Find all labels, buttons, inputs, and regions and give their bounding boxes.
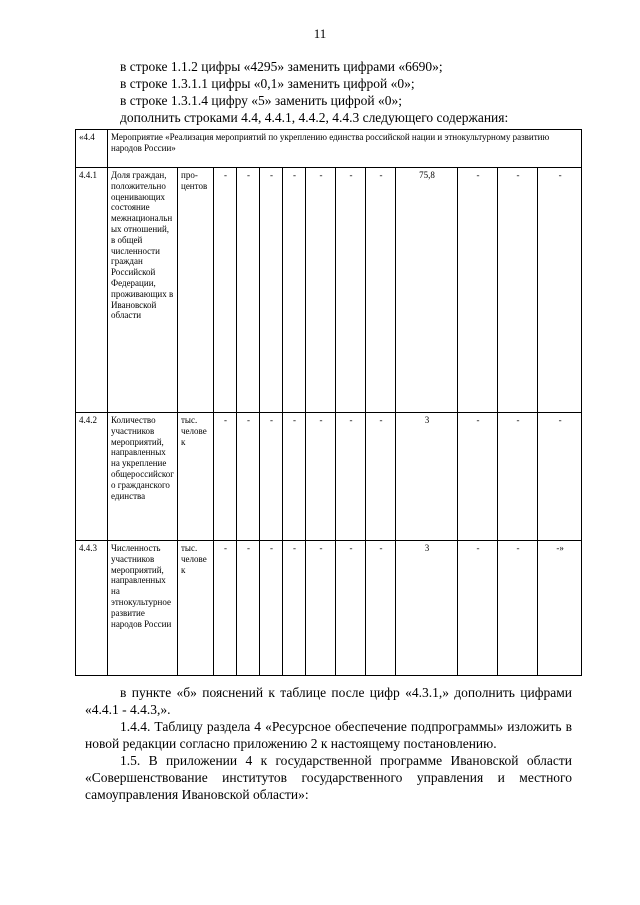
row-id-cell: 4.4.1 bbox=[76, 168, 108, 413]
row-value-cell: - bbox=[458, 168, 498, 413]
row-id-cell: 4.4.2 bbox=[76, 413, 108, 541]
row-value-cell: - bbox=[283, 168, 306, 413]
row-name-cell: Доля граждан, положительно оценивающих состояние межнациональных отношений, в общей численности граждан Российской Федерации, проживающих в Ивановской области bbox=[108, 168, 178, 413]
row-value-cell: - bbox=[283, 413, 306, 541]
row-id-cell: «4.4 bbox=[76, 130, 108, 168]
table-row bbox=[76, 541, 582, 676]
row-value-cell: - bbox=[336, 413, 366, 541]
row-value-cell: - bbox=[498, 168, 538, 413]
row-value-cell: - bbox=[214, 541, 237, 676]
row-value-cell: - bbox=[306, 541, 336, 676]
row-value-cell: - bbox=[538, 413, 582, 541]
table-row bbox=[76, 168, 582, 413]
row-value-cell: - bbox=[336, 168, 366, 413]
row-value-cell: - bbox=[237, 168, 260, 413]
row-unit-cell: тыс. человек bbox=[178, 413, 214, 541]
table-row-group bbox=[76, 130, 582, 168]
row-value-cell: - bbox=[498, 541, 538, 676]
page-number: 11 bbox=[313, 26, 327, 41]
row-value-cell: - bbox=[366, 541, 396, 676]
closing-paragraph-3: 1.5. В приложении 4 к государственной программе Ивановской области «Совершенствование институтов государственного управления и местного самоуправления Ивановской области»: bbox=[85, 753, 572, 802]
row-unit-cell: тыс. человек bbox=[178, 541, 214, 676]
row-value-cell: - bbox=[458, 413, 498, 541]
row-value-cell: -» bbox=[538, 541, 582, 676]
intro-line-4: дополнить строками 4.4, 4.4.1, 4.4.2, 4.4.3 следующего содержания: bbox=[120, 110, 509, 125]
row-value-cell: - bbox=[306, 168, 336, 413]
row-value-cell: - bbox=[260, 541, 283, 676]
row-value-cell: - bbox=[237, 541, 260, 676]
row-value-cell: - bbox=[458, 541, 498, 676]
row-value-cell: - bbox=[260, 413, 283, 541]
row-value-cell: - bbox=[538, 168, 582, 413]
row-value-cell: 75,8 bbox=[396, 168, 458, 413]
row-value-cell: - bbox=[366, 168, 396, 413]
row-value-cell: - bbox=[237, 413, 260, 541]
row-value-cell: - bbox=[214, 168, 237, 413]
row-unit-cell: про- центов bbox=[178, 168, 214, 413]
closing-paragraph-1: в пункте «б» пояснений к таблице после цифр «4.3.1,» дополнить цифрами «4.4.1 - 4.4.3,». bbox=[85, 685, 572, 717]
row-value-cell: - bbox=[283, 541, 306, 676]
row-name-cell: Численность участников мероприятий, направленных на этнокультурное развитие народов России bbox=[108, 541, 178, 676]
row-value-cell: - bbox=[260, 168, 283, 413]
row-id-cell: 4.4.3 bbox=[76, 541, 108, 676]
intro-line-1: в строке 1.1.2 цифры «4295» заменить цифрами «6690»; bbox=[120, 59, 443, 74]
row-value-cell: - bbox=[366, 413, 396, 541]
closing-paragraph-2: 1.4.4. Таблицу раздела 4 «Ресурсное обеспечение подпрограммы» изложить в новой редакции согласно приложению 2 к настоящему постановлению. bbox=[85, 719, 572, 751]
row-value-cell: - bbox=[306, 413, 336, 541]
closing-text-block bbox=[85, 684, 572, 803]
row-value-cell: - bbox=[336, 541, 366, 676]
row-value-cell: - bbox=[498, 413, 538, 541]
row-value-cell: - bbox=[214, 413, 237, 541]
row-value-cell: 3 bbox=[396, 413, 458, 541]
intro-line-3: в строке 1.3.1.4 цифру «5» заменить цифрой «0»; bbox=[120, 93, 402, 108]
row-name-cell: Количество участников мероприятий, направленных на укрепление общероссийского гражданского единства bbox=[108, 413, 178, 541]
intro-text-block bbox=[85, 58, 572, 126]
table-row bbox=[76, 413, 582, 541]
row-value-cell: 3 bbox=[396, 541, 458, 676]
intro-line-2: в строке 1.3.1.1 цифры «0,1» заменить цифрой «0»; bbox=[120, 76, 415, 91]
row-title-cell: Мероприятие «Реализация мероприятий по укреплению единства российской нации и этнокультурному развитию народов России» bbox=[108, 130, 582, 168]
amendment-table bbox=[75, 129, 582, 676]
